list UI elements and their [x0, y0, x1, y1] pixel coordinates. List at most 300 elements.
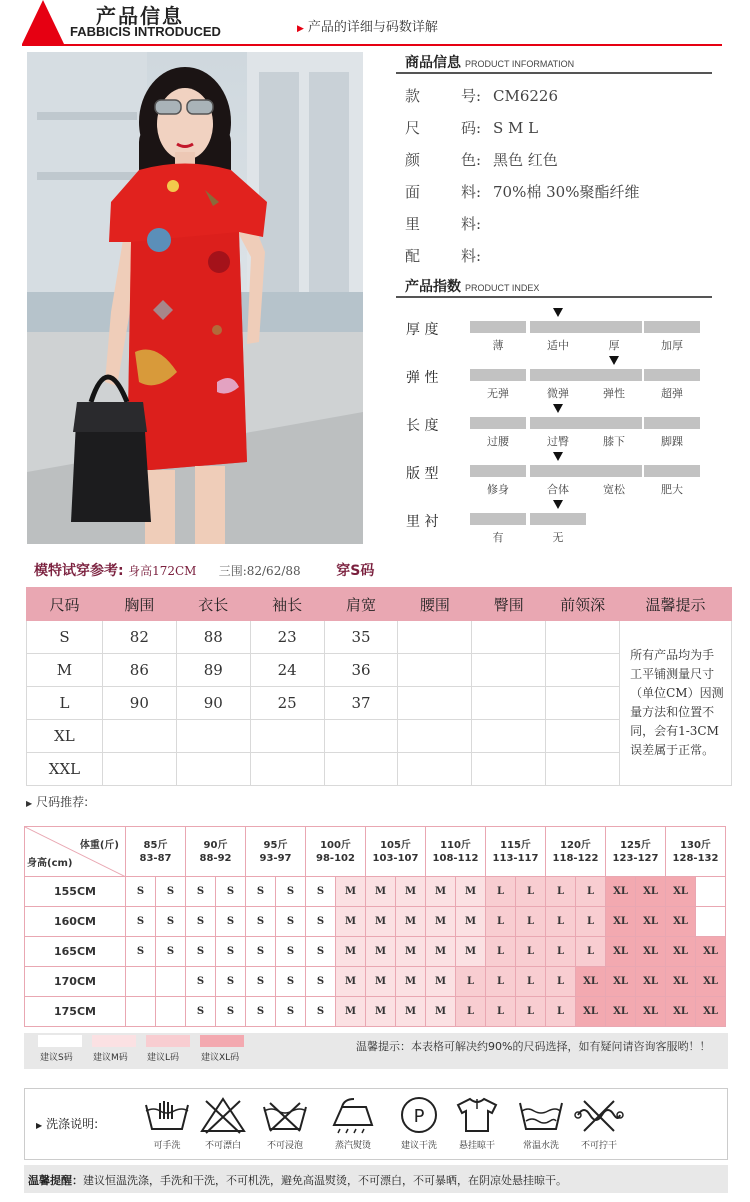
weight-header	[306, 827, 366, 877]
size-cell: S	[126, 877, 156, 907]
model-photo	[27, 52, 363, 544]
index-option: 微弹	[547, 387, 569, 400]
size-cell: L	[516, 997, 546, 1027]
size-cell	[126, 967, 156, 997]
index-bar	[644, 465, 700, 477]
model-photo-illustration	[27, 52, 363, 544]
size-cell: L	[546, 907, 576, 937]
size-cell: S	[306, 967, 336, 997]
index-bar	[530, 321, 586, 333]
steam-iron-icon	[328, 1095, 378, 1135]
size-cell: S	[186, 997, 216, 1027]
header-cell: 臀围	[472, 588, 546, 621]
no-soak-icon	[260, 1095, 310, 1135]
size-cell: XL	[636, 877, 666, 907]
table-cell: 86	[102, 654, 176, 687]
header-cell: 腰围	[398, 588, 472, 621]
size-cell: XL	[636, 967, 666, 997]
recommend-header-row	[25, 827, 726, 877]
size-cell: M	[456, 937, 486, 967]
size-cell: S	[156, 877, 186, 907]
index-option: 肥大	[661, 483, 683, 496]
header-cell: 尺码	[27, 588, 103, 621]
corner-height: 身高(cm)	[27, 858, 73, 869]
index-option: 过腰	[487, 435, 509, 448]
size-cell: M	[366, 937, 396, 967]
index-label: 里 衬	[406, 514, 439, 530]
size-cell: L	[546, 997, 576, 1027]
size-tip: 所有产品均为手工平铺测量尺寸（单位CM）因测量方法和位置不同，会有1-3CM误差属于正常。	[620, 621, 732, 786]
weight-range: 88-92	[199, 852, 232, 864]
table-cell: 90	[176, 687, 250, 720]
play-icon: ▶	[26, 799, 33, 808]
size-cell: S	[276, 907, 306, 937]
index-option: 厚	[608, 339, 620, 352]
size-cell: M	[366, 907, 396, 937]
table-cell	[472, 621, 546, 654]
weight-header	[366, 827, 426, 877]
hang-dry-icon	[452, 1095, 502, 1135]
table-cell	[546, 621, 620, 654]
table-cell	[472, 654, 546, 687]
size-cell: L	[486, 967, 516, 997]
size-cell: XL	[666, 907, 696, 937]
size-cell: M	[426, 997, 456, 1027]
table-cell	[546, 720, 620, 753]
table-cell: S	[27, 621, 103, 654]
play-icon: ▶	[297, 24, 304, 34]
size-cell: L	[546, 937, 576, 967]
size-cell: M	[426, 937, 456, 967]
table-cell: 37	[324, 687, 398, 720]
product-info-divider	[396, 72, 712, 74]
header-cell: 胸围	[102, 588, 176, 621]
size-cell: M	[426, 907, 456, 937]
size-cell	[696, 907, 726, 937]
header-cell: 袖长	[250, 588, 324, 621]
size-cell: M	[396, 907, 426, 937]
corner-weight: 体重(斤)	[79, 840, 119, 851]
weight-header	[486, 827, 546, 877]
size-cell: L	[486, 937, 516, 967]
size-cell: S	[276, 967, 306, 997]
product-index-divider	[396, 296, 712, 298]
size-cell: M	[336, 997, 366, 1027]
table-cell	[472, 687, 546, 720]
size-cell: XL	[636, 907, 666, 937]
size-cell: S	[216, 967, 246, 997]
weight-header	[666, 827, 726, 877]
wash-label: 不可浸泡	[266, 1141, 303, 1151]
size-cell: S	[186, 877, 216, 907]
product-info-title: 商品信息 PRODUCT INFORMATION	[405, 55, 575, 71]
recommend-row	[25, 937, 726, 967]
size-cell: S	[216, 907, 246, 937]
table-cell: L	[27, 687, 103, 720]
index-label: 版 型	[406, 466, 439, 482]
size-cell: S	[246, 967, 276, 997]
product-index-title: 产品指数 PRODUCT INDEX	[405, 279, 540, 295]
size-cell: S	[306, 907, 336, 937]
size-cell: XL	[666, 877, 696, 907]
size-cell: M	[396, 937, 426, 967]
size-cell: M	[456, 907, 486, 937]
table-row	[27, 621, 732, 654]
size-cell: S	[126, 937, 156, 967]
model-reference: 模特试穿参考: 身高172CM 三围:82/62/88 穿S码	[34, 563, 375, 579]
table-cell	[250, 753, 324, 786]
index-bar	[470, 513, 526, 525]
weight-value: 90斤	[203, 839, 228, 851]
wash-label: 不可漂白	[204, 1141, 241, 1151]
table-cell: 82	[102, 621, 176, 654]
size-cell: XL	[636, 997, 666, 1027]
info-row-color: 颜 色: 黑色 红色	[405, 151, 558, 169]
size-cell: M	[366, 997, 396, 1027]
index-option: 修身	[487, 483, 509, 496]
recommend-row	[25, 877, 726, 907]
legend-swatch-l	[146, 1035, 190, 1047]
size-cell: M	[366, 877, 396, 907]
model-size: 穿S码	[336, 563, 375, 579]
recommend-row	[25, 997, 726, 1027]
index-bar	[586, 321, 642, 333]
size-cell: XL	[696, 997, 726, 1027]
no-bleach-icon	[198, 1095, 248, 1135]
index-marker	[609, 356, 619, 365]
index-option: 合体	[547, 483, 569, 496]
size-cell: S	[216, 877, 246, 907]
table-cell: 36	[324, 654, 398, 687]
height-cell: 155CM	[25, 877, 126, 907]
size-cell: M	[396, 877, 426, 907]
table-cell	[398, 753, 472, 786]
index-bar	[644, 417, 700, 429]
table-cell	[398, 720, 472, 753]
table-cell	[176, 720, 250, 753]
weight-range: 93-97	[259, 852, 292, 864]
size-cell: M	[336, 907, 366, 937]
height-cell: 160CM	[25, 907, 126, 937]
info-value: 黑色 红色	[493, 151, 558, 169]
index-bar	[530, 417, 586, 429]
recommend-row	[25, 907, 726, 937]
header-cell: 温馨提示	[620, 588, 732, 621]
table-cell	[250, 720, 324, 753]
weight-header	[246, 827, 306, 877]
weight-value: 125斤	[620, 839, 651, 851]
size-cell: S	[216, 997, 246, 1027]
weight-value: 105斤	[380, 839, 411, 851]
size-cell: M	[426, 967, 456, 997]
size-cell: XL	[606, 967, 636, 997]
legend-tip: 温馨提示：本表格可解决约90%的尺码选择，如有疑问请咨询客服哟！！	[356, 1040, 711, 1053]
size-cell: L	[486, 877, 516, 907]
info-row-style: 款 号: CM6226	[405, 87, 559, 105]
legend-label: 建议L码	[147, 1053, 180, 1063]
size-cell: XL	[636, 937, 666, 967]
index-bar	[586, 369, 642, 381]
size-cell: M	[336, 937, 366, 967]
table-cell: 88	[176, 621, 250, 654]
hand-wash-icon	[142, 1095, 192, 1135]
wash-label: 蒸汽熨烫	[334, 1141, 371, 1151]
index-marker	[553, 500, 563, 509]
size-cell: S	[126, 907, 156, 937]
index-option: 有	[492, 531, 504, 544]
index-option: 过臀	[547, 435, 569, 448]
table-cell	[546, 753, 620, 786]
size-cell: L	[516, 967, 546, 997]
normal-water-icon	[516, 1095, 566, 1135]
size-cell: S	[246, 937, 276, 967]
legend-label: 建议XL码	[201, 1053, 240, 1063]
weight-range: 113-117	[492, 852, 539, 864]
weight-header	[186, 827, 246, 877]
table-cell: XXL	[27, 753, 103, 786]
table-cell: 35	[324, 621, 398, 654]
model-measure: 三围:82/62/88	[218, 564, 301, 578]
index-option: 脚踝	[661, 435, 683, 448]
size-cell: S	[306, 997, 336, 1027]
size-cell: XL	[606, 997, 636, 1027]
table-cell: XL	[27, 720, 103, 753]
size-cell: S	[306, 877, 336, 907]
size-cell: M	[396, 997, 426, 1027]
wash-label: 不可拧干	[580, 1141, 617, 1151]
header-right-text: ▶ 产品的详细与码数详解	[297, 20, 438, 35]
size-cell: L	[486, 997, 516, 1027]
weight-header	[126, 827, 186, 877]
size-cell: L	[456, 997, 486, 1027]
size-cell: S	[156, 937, 186, 967]
size-cell: XL	[696, 937, 726, 967]
size-cell	[126, 997, 156, 1027]
table-cell	[472, 753, 546, 786]
table-cell: 25	[250, 687, 324, 720]
size-cell: M	[336, 967, 366, 997]
weight-range: 98-102	[316, 852, 355, 864]
play-icon: ▶	[36, 1121, 43, 1130]
table-cell	[398, 687, 472, 720]
wash-label: 建议干洗	[400, 1141, 437, 1151]
size-cell: S	[246, 877, 276, 907]
index-label: 厚 度	[406, 322, 439, 338]
table-cell: 23	[250, 621, 324, 654]
size-cell	[696, 877, 726, 907]
size-cell: M	[426, 877, 456, 907]
wash-title: ▶ 洗涤说明:	[36, 1117, 99, 1131]
weight-value: 120斤	[560, 839, 591, 851]
size-cell: L	[516, 937, 546, 967]
size-cell	[156, 997, 186, 1027]
index-bar	[586, 417, 642, 429]
size-cell: S	[216, 937, 246, 967]
size-cell: XL	[606, 937, 636, 967]
size-cell: XL	[666, 997, 696, 1027]
info-row-lining: 里 料:	[405, 215, 482, 233]
size-cell: S	[306, 937, 336, 967]
size-cell: L	[576, 907, 606, 937]
index-bar	[530, 465, 586, 477]
size-cell: XL	[606, 877, 636, 907]
weight-value: 115斤	[500, 839, 531, 851]
table-cell	[546, 654, 620, 687]
weight-range: 108-112	[432, 852, 479, 864]
header-title: 产品信息	[96, 4, 184, 28]
weight-value: 100斤	[320, 839, 351, 851]
size-cell: L	[546, 877, 576, 907]
dry-clean-letter: P	[413, 1106, 425, 1127]
header-cell: 衣长	[176, 588, 250, 621]
index-bar	[530, 513, 586, 525]
table-cell: 90	[102, 687, 176, 720]
legend-swatch-xl	[200, 1035, 244, 1047]
table-cell: 89	[176, 654, 250, 687]
weight-value: 85斤	[143, 839, 168, 851]
info-value: CM6226	[493, 87, 559, 105]
size-cell: L	[576, 937, 606, 967]
size-cell: L	[486, 907, 516, 937]
table-cell: M	[27, 654, 103, 687]
size-cell: M	[336, 877, 366, 907]
header-cell: 肩宽	[324, 588, 398, 621]
size-cell: L	[516, 877, 546, 907]
info-row-fabric: 面 料: 70%棉 30%聚酯纤维	[405, 183, 640, 201]
index-bar	[586, 465, 642, 477]
index-bar	[470, 417, 526, 429]
size-cell: XL	[576, 967, 606, 997]
index-bar	[644, 321, 700, 333]
index-label: 长 度	[406, 418, 439, 434]
index-bar	[470, 465, 526, 477]
header-cell: 前领深	[546, 588, 620, 621]
table-cell	[176, 753, 250, 786]
size-cell: L	[516, 907, 546, 937]
legend-swatch-s	[38, 1035, 82, 1047]
table-cell: 24	[250, 654, 324, 687]
legend-label: 建议M码	[93, 1053, 128, 1063]
index-bar	[470, 321, 526, 333]
weight-value: 130斤	[680, 839, 711, 851]
weight-header	[546, 827, 606, 877]
weight-header	[606, 827, 666, 877]
size-cell: XL	[696, 967, 726, 997]
header-divider	[22, 44, 722, 46]
size-cell: XL	[666, 937, 696, 967]
header-triangle	[22, 0, 64, 44]
index-bar	[530, 369, 586, 381]
final-reminder: 温馨提醒：建议恒温洗涤，手洗和干洗，不可机洗，避免高温熨烫，不可漂白，不可暴晒，在阴凉处悬挂晾干。	[24, 1165, 728, 1193]
table-cell	[546, 687, 620, 720]
size-cell: S	[276, 937, 306, 967]
size-cell: L	[546, 967, 576, 997]
index-marker	[553, 404, 563, 413]
size-table	[26, 587, 732, 786]
index-option: 无弹	[487, 387, 509, 400]
height-cell: 175CM	[25, 997, 126, 1027]
weight-header	[426, 827, 486, 877]
size-cell: S	[156, 907, 186, 937]
wash-label: 可手洗	[153, 1141, 181, 1151]
index-label: 弹 性	[406, 370, 439, 386]
size-cell	[156, 967, 186, 997]
table-cell	[398, 621, 472, 654]
table-cell	[102, 753, 176, 786]
header-subtitle: FABBICIS INTRODUCED	[70, 24, 221, 39]
weight-range: 118-122	[552, 852, 599, 864]
index-bar	[644, 369, 700, 381]
index-option: 加厚	[661, 339, 683, 352]
table-cell	[102, 720, 176, 753]
weight-range: 83-87	[139, 852, 172, 864]
info-value: 70%棉 30%聚酯纤维	[493, 183, 640, 201]
weight-range: 128-132	[672, 852, 719, 864]
recommend-row	[25, 967, 726, 997]
index-option: 无	[552, 531, 564, 544]
index-option: 薄	[492, 339, 504, 352]
height-cell: 170CM	[25, 967, 126, 997]
weight-range: 123-127	[612, 852, 659, 864]
size-cell: M	[456, 877, 486, 907]
model-height: 身高172CM	[128, 564, 197, 578]
index-option: 膝下	[603, 435, 625, 448]
table-cell	[324, 720, 398, 753]
size-recommend-table	[24, 826, 726, 1027]
size-cell: S	[276, 997, 306, 1027]
size-cell: S	[186, 937, 216, 967]
weight-value: 110斤	[440, 839, 471, 851]
size-cell: L	[456, 967, 486, 997]
wash-label: 常温水洗	[522, 1141, 559, 1151]
size-cell: XL	[606, 907, 636, 937]
table-cell	[324, 753, 398, 786]
index-option: 宽松	[603, 483, 625, 496]
dry-clean-icon	[394, 1095, 444, 1135]
size-table-header	[27, 588, 732, 621]
index-option: 适中	[547, 339, 569, 352]
info-row-accessory: 配 料:	[405, 247, 482, 265]
info-row-size: 尺 码: S M L	[405, 119, 539, 137]
size-cell: M	[366, 967, 396, 997]
size-cell: L	[576, 877, 606, 907]
index-option: 超弹	[661, 387, 683, 400]
size-cell: S	[186, 967, 216, 997]
index-bar	[470, 369, 526, 381]
size-cell: S	[276, 877, 306, 907]
no-wring-icon	[574, 1095, 624, 1135]
index-marker	[553, 308, 563, 317]
size-cell: S	[186, 907, 216, 937]
weight-range: 103-107	[372, 852, 419, 864]
index-marker	[553, 452, 563, 461]
table-cell	[398, 654, 472, 687]
size-cell: S	[246, 907, 276, 937]
info-value: S M L	[493, 119, 539, 137]
legend-swatch-m	[92, 1035, 136, 1047]
size-cell: S	[246, 997, 276, 1027]
recommend-corner	[25, 827, 126, 877]
wash-label: 悬挂晾干	[458, 1141, 495, 1151]
height-cell: 165CM	[25, 937, 126, 967]
legend-label: 建议S码	[40, 1053, 73, 1063]
size-cell: XL	[576, 997, 606, 1027]
size-cell: M	[396, 967, 426, 997]
weight-value: 95斤	[263, 839, 288, 851]
size-cell: XL	[666, 967, 696, 997]
index-option: 弹性	[603, 387, 625, 400]
size-recommend-title: ▶ 尺码推荐:	[26, 795, 89, 809]
